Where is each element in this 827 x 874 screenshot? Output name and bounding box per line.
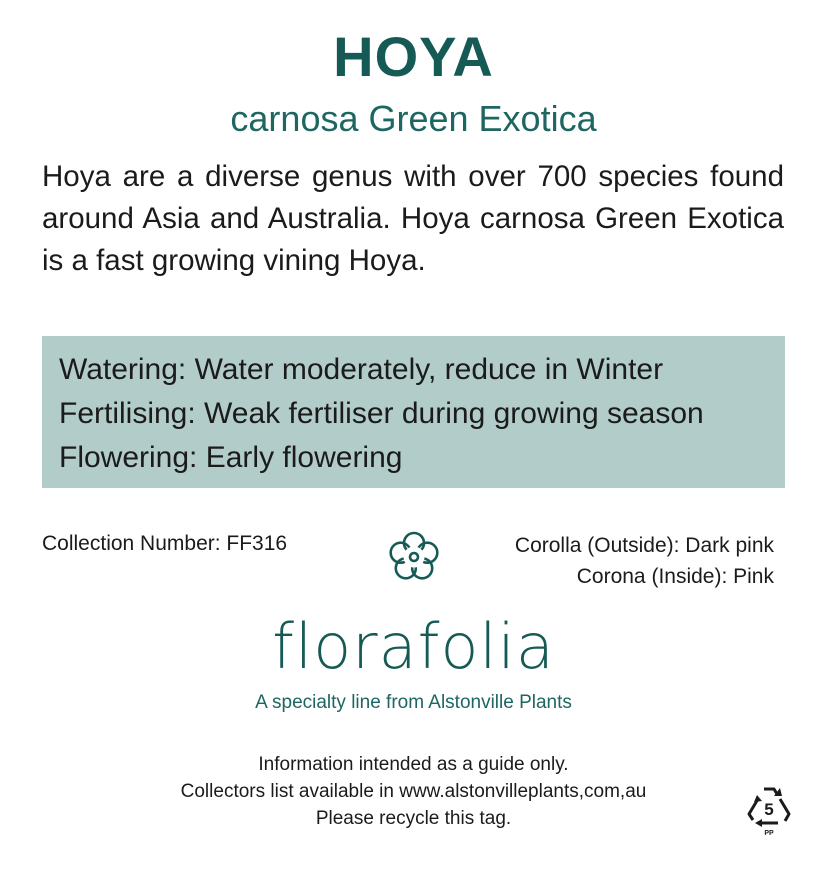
plant-variety-subtitle: carnosa Green Exotica: [230, 98, 597, 139]
plant-description: Hoya are a diverse genus with over 700 species found around Asia and Australia. Hoya carnosa Green Exotica is a fast growing vining Hoya.: [42, 160, 784, 277]
recycle-code: PP: [764, 830, 774, 837]
footer-collectors-list: Collectors list available in www.alstonvilleplants,com,au: [180, 781, 647, 802]
florafolia-logo: florafolia: [272, 610, 555, 683]
recycle-icon: [744, 783, 794, 837]
watering-instruction: Watering: Water moderately, reduce in Winter: [59, 353, 664, 386]
flower-colours: [515, 530, 774, 592]
flowering-instruction: Flowering: Early flowering: [59, 441, 403, 474]
footer-notes: [0, 751, 827, 832]
corolla-colour: Corolla (Outside): Dark pink: [514, 534, 774, 557]
footer-recycle-note: Please recycle this tag.: [315, 808, 512, 829]
flower-icon: [385, 528, 443, 586]
care-instructions-panel: [42, 336, 785, 488]
fertilising-instruction: Fertilising: Weak fertiliser during growing season: [59, 397, 704, 430]
collection-number: Collection Number: FF316: [42, 532, 288, 555]
footer-disclaimer: Information intended as a guide only.: [258, 754, 569, 775]
recycle-number: 5: [764, 800, 774, 819]
plant-genus-title: HOYA: [333, 25, 494, 88]
corona-colour: Corona (Inside): Pink: [576, 565, 774, 588]
brand-tagline: A specialty line from Alstonville Plants: [255, 692, 572, 713]
